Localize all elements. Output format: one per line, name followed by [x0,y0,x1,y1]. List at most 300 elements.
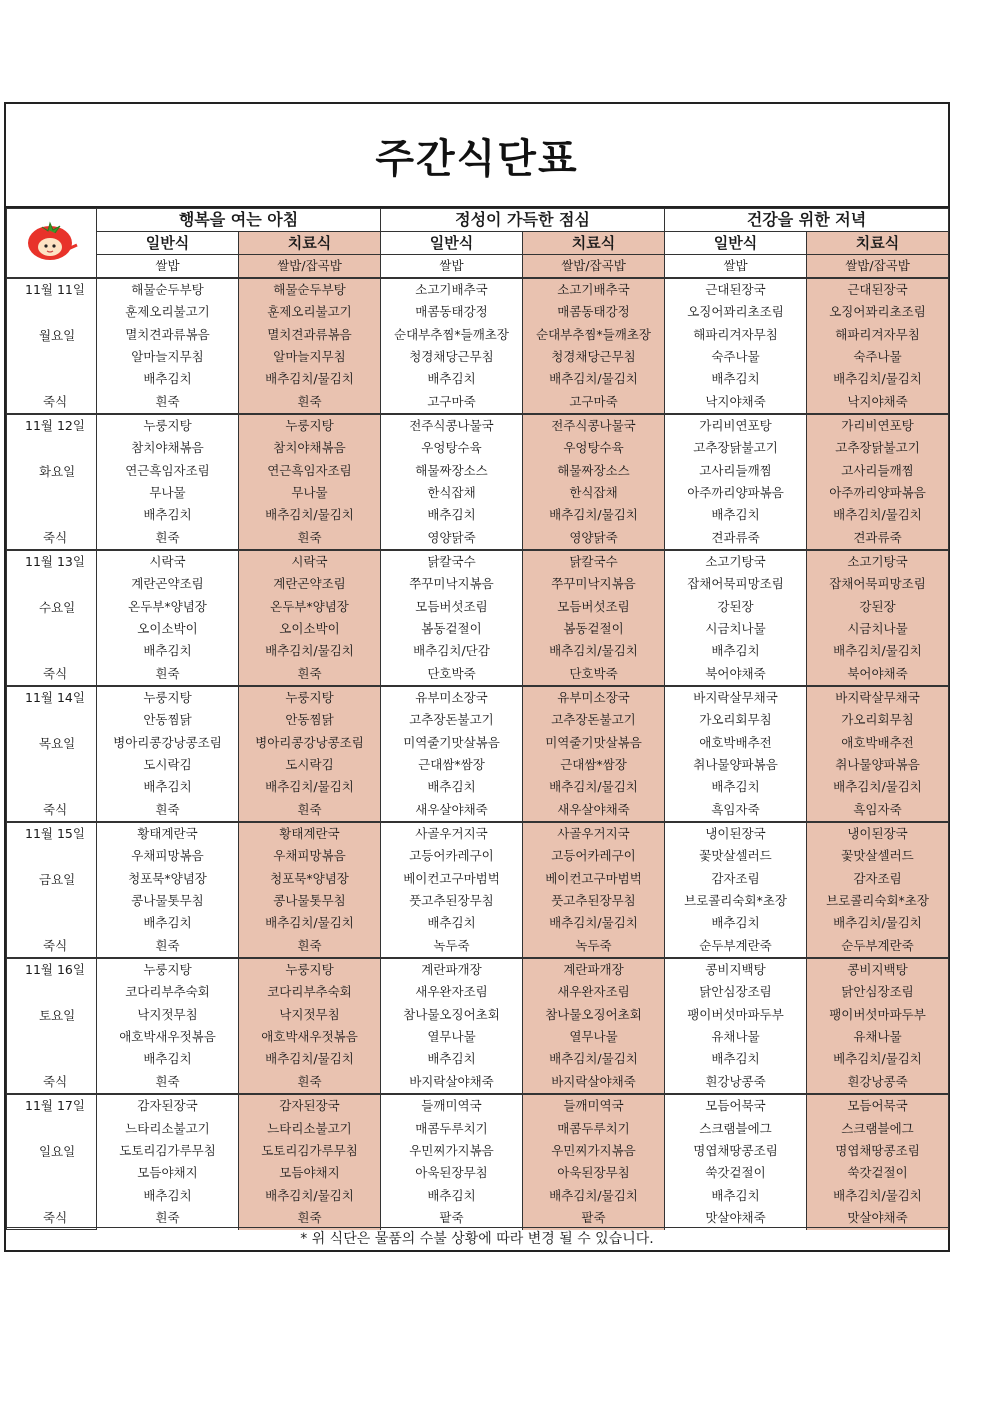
menu-item: 순대부추찜*들깨초장 [523,324,665,346]
menu-item: 청포묵*양념장 [239,868,381,890]
menu-item: 해물순두부탕 [97,278,239,301]
menu-item: 가오리회무침 [665,709,807,731]
menu-item: 고등어카레구이 [381,845,523,867]
menu-item: 열무나물 [381,1026,523,1048]
menu-item: 배추김치/물김치 [239,1185,381,1207]
menu-item: 흰죽 [239,527,381,550]
table-row [7,754,949,776]
menu-item: 브로콜리숙회*초장 [665,890,807,912]
title-box [6,104,948,208]
menu-item: 오징어꽈리초조림 [665,301,807,323]
menu-item: 애호박배추전 [807,732,949,754]
breakfast-general-header: 일반식 [97,232,239,255]
menu-item: 강된장 [807,596,949,618]
menu-item: 멸치견과류볶음 [239,324,381,346]
menu-item: 콩비지백탕 [665,958,807,981]
menu-item: 유부미소장국 [523,686,665,709]
menu-item: 모듬야채지 [97,1162,239,1184]
menu-item: 쑥갓겉절이 [807,1162,949,1184]
menu-item: 느타리소불고기 [239,1117,381,1139]
menu-item: 맛살야채죽 [665,1207,807,1229]
menu-item: 들깨미역국 [523,1094,665,1117]
menu-item: 순두부계란죽 [665,935,807,958]
dinner-general-header: 일반식 [665,232,807,255]
menu-item: 가오리회무침 [807,709,949,731]
menu-item: 도토리김가루무침 [97,1140,239,1162]
menu-item: 우채피망볶음 [97,845,239,867]
dinner-therapy-rice: 쌀밥/잡곡밥 [807,255,949,279]
menu-item: 해파리겨자무침 [807,324,949,346]
menu-item: 취나물양파볶음 [807,754,949,776]
breakfast-general-rice: 쌀밥 [97,255,239,279]
menu-item: 봄동겉절이 [381,618,523,640]
menu-item: 바지락살야채죽 [523,1071,665,1094]
porridge-label: 죽식 [43,666,68,681]
menu-item: 모듬버섯조림 [381,596,523,618]
menu-item: 도시락김 [239,754,381,776]
table-row [7,1004,949,1026]
menu-item: 매콤동태강정 [523,301,665,323]
menu-item: 순두부계란죽 [807,935,949,958]
menu-item: 해물짜장소스 [381,460,523,482]
menu-item: 병아리콩강낭콩조림 [97,732,239,754]
menu-item: 우엉탕수육 [381,437,523,459]
menu-item: 미역줄기맛살볶음 [523,732,665,754]
menu-item: 배추김치 [381,1048,523,1070]
menu-item: 단호박죽 [523,663,665,686]
menu-item: 병아리콩강낭콩조림 [239,732,381,754]
table-row [7,460,949,482]
menu-item: 배추김치/물김치 [807,1185,949,1207]
menu-item: 안동찜닭 [97,709,239,731]
menu-item: 근대쌈*쌈장 [381,754,523,776]
day-cell-inner [7,415,96,549]
menu-item: 감자조림 [665,868,807,890]
menu-item: 도시락김 [97,754,239,776]
menu-item: 베추김치/물김치 [807,1048,949,1070]
menu-item: 배추김치/물김치 [807,640,949,662]
menu-item: 단호박죽 [381,663,523,686]
porridge-label: 죽식 [43,1074,68,1089]
menu-item: 코다리부추숙회 [97,981,239,1003]
menu-item: 누룽지탕 [97,414,239,437]
menu-item: 브로콜리숙회*초장 [807,890,949,912]
menu-item: 북어야채죽 [807,663,949,686]
table-row [7,368,949,390]
table-row [7,301,949,323]
menu-item: 견과류죽 [665,527,807,550]
menu-item: 북어야채죽 [665,663,807,686]
day-date: 11월 13일 [25,554,85,569]
menu-item: 숙주나물 [665,346,807,368]
table-row [7,482,949,504]
menu-item: 모듬어묵국 [665,1094,807,1117]
menu-item: 감자조림 [807,868,949,890]
lunch-general-header: 일반식 [381,232,523,255]
menu-item: 근대된장국 [807,278,949,301]
menu-item: 배추김치/물김치 [807,368,949,390]
day-date: 11월 12일 [25,418,85,433]
menu-item: 배추김치/단감 [381,640,523,662]
menu-item: 바지락살야채죽 [381,1071,523,1094]
day-date: 11월 11일 [25,282,85,297]
menu-item: 새우완자조림 [523,981,665,1003]
menu-item: 낙지젓무침 [97,1004,239,1026]
menu-item: 들깨미역국 [381,1094,523,1117]
menu-item: 흰죽 [97,1071,239,1094]
menu-item: 꽃맛살셀러드 [807,845,949,867]
menu-item: 배추김치/물김치 [239,776,381,798]
menu-item: 콩나물톳무침 [97,890,239,912]
menu-item: 닭칼국수 [381,550,523,573]
menu-item: 배추김치 [665,1048,807,1070]
menu-item: 쭈꾸미낙지볶음 [381,573,523,595]
menu-item: 배추김치/물김치 [807,776,949,798]
table-row [7,527,949,550]
menu-item: 계란파개장 [523,958,665,981]
menu-item: 배추김치/물김치 [523,640,665,662]
lunch-header: 정성이 가득한 점심 [381,209,665,232]
menu-item: 소고기탕국 [807,550,949,573]
table-row [7,391,949,414]
menu-item: 아주까리양파볶음 [807,482,949,504]
menu-item: 배추김치 [665,912,807,934]
menu-item: 배추김치 [381,504,523,526]
menu-item: 냉이된장국 [665,822,807,845]
menu-item: 배추김치 [97,504,239,526]
day-cell-inner [7,823,96,957]
menu-item: 누룽지탕 [239,686,381,709]
lunch-therapy-rice: 쌀밥/잡곡밥 [523,255,665,279]
menu-item: 우엉탕수육 [523,437,665,459]
menu-item: 연근흑임자조림 [97,460,239,482]
menu-item: 쭈꾸미낙지볶음 [523,573,665,595]
mascot-cell [7,209,97,279]
table-row [7,663,949,686]
table-row [7,1026,949,1048]
menu-item: 배추김치 [381,368,523,390]
menu-item: 배추김치/물김치 [523,912,665,934]
menu-item: 흰죽 [239,1207,381,1229]
day-cell-inner [7,551,96,685]
menu-item: 유채나물 [807,1026,949,1048]
menu-item: 베이컨고구마범벅 [381,868,523,890]
footnote: * 위 식단은 물품의 수불 상황에 따라 변경 될 수 있습니다. [6,1227,948,1250]
porridge-label: 죽식 [43,802,68,817]
menu-item: 도토리김가루무침 [239,1140,381,1162]
menu-item: 알마늘지무침 [239,346,381,368]
menu-item: 영양닭죽 [381,527,523,550]
table-row [7,437,949,459]
menu-item: 배추김치/물김치 [523,1185,665,1207]
menu-item: 배추김치 [97,640,239,662]
menu-item: 청경채당근무침 [523,346,665,368]
menu-item: 새우살야채죽 [381,799,523,822]
menu-item: 낙지야채죽 [665,391,807,414]
menu-item: 전주식콩나물국 [381,414,523,437]
table-row [7,822,949,845]
menu-item: 고등어카레구이 [523,845,665,867]
table-row [7,1048,949,1070]
menu-item: 맛살야채죽 [807,1207,949,1229]
menu-item: 사골우거지국 [523,822,665,845]
menu-item: 고추장돈불고기 [523,709,665,731]
menu-item: 콩비지백탕 [807,958,949,981]
day-weekday: 수요일 [39,600,76,615]
menu-item: 전주식콩나물국 [523,414,665,437]
menu-item: 닭안심장조림 [665,981,807,1003]
menu-item: 흰강낭콩죽 [665,1071,807,1094]
menu-item: 고추장닭불고기 [807,437,949,459]
day-cell [7,1094,97,1230]
table-row [7,868,949,890]
day-date: 11월 14일 [25,690,85,705]
menu-item: 흰강낭콩죽 [807,1071,949,1094]
menu-item: 닭안심장조림 [807,981,949,1003]
menu-item: 코다리부추숙회 [239,981,381,1003]
menu-item: 고추장돈불고기 [381,709,523,731]
menu-item: 유부미소장국 [381,686,523,709]
table-row [7,324,949,346]
menu-item: 베이컨고구마범벅 [523,868,665,890]
menu-item: 청경채당근무침 [381,346,523,368]
menu-item: 시락국 [239,550,381,573]
table-row [7,618,949,640]
menu-item: 무나물 [97,482,239,504]
menu-item: 콩나물톳무침 [239,890,381,912]
table-row [7,573,949,595]
menu-item: 냉이된장국 [807,822,949,845]
table-row [7,958,949,981]
menu-item: 배추김치/물김치 [239,912,381,934]
menu-item: 우민찌가지볶음 [523,1140,665,1162]
menu-item: 배추김치/물김치 [523,1048,665,1070]
menu-item: 오이소박이 [97,618,239,640]
dinner-header: 건강을 위한 저녁 [665,209,949,232]
day-weekday: 화요일 [39,464,76,479]
table-row [7,278,949,301]
menu-item: 팽이버섯마파두부 [665,1004,807,1026]
menu-item: 배추김치 [665,640,807,662]
menu-item: 닭칼국수 [523,550,665,573]
menu-item: 누룽지탕 [239,958,381,981]
menu-item: 풋고추된장무침 [381,890,523,912]
menu-item: 황태계란국 [97,822,239,845]
menu-item: 사골우거지국 [381,822,523,845]
menu-item: 흰죽 [97,935,239,958]
menu-item: 해물순두부탕 [239,278,381,301]
menu-item: 가리비연포탕 [665,414,807,437]
table-row [7,890,949,912]
menu-item: 배추김치 [665,504,807,526]
menu-sheet [4,102,950,1252]
table-row [7,935,949,958]
menu-item: 흰죽 [97,391,239,414]
table-row [7,414,949,437]
day-cell-inner [7,687,96,821]
menu-item: 가리비연포탕 [807,414,949,437]
menu-item: 새우살야채죽 [523,799,665,822]
porridge-label: 죽식 [43,394,68,409]
table-row [7,346,949,368]
menu-item: 황태계란국 [239,822,381,845]
menu-item: 알마늘지무침 [97,346,239,368]
menu-item: 배추김치/물김치 [807,912,949,934]
menu-item: 애호박새우젓볶음 [239,1026,381,1048]
menu-item: 바지락살무채국 [665,686,807,709]
menu-item: 흰죽 [97,527,239,550]
menu-item: 참나물오징어초회 [381,1004,523,1026]
table-row [7,1185,949,1207]
menu-item: 느타리소불고기 [97,1117,239,1139]
porridge-label: 죽식 [43,1210,68,1225]
menu-item: 시락국 [97,550,239,573]
menu-item: 매콤두루치기 [381,1117,523,1139]
menu-item: 소고기배추국 [523,278,665,301]
table-row [7,709,949,731]
menu-item: 배추김치 [381,1185,523,1207]
breakfast-header: 행복을 여는 아침 [97,209,381,232]
menu-item: 배추김치/물김치 [523,368,665,390]
menu-item: 고구마죽 [381,391,523,414]
menu-item: 계란곤약조림 [97,573,239,595]
porridge-label: 죽식 [43,938,68,953]
menu-item: 고추장닭불고기 [665,437,807,459]
day-cell-inner [7,959,96,1093]
tomato-mascot-icon [22,215,82,265]
menu-item: 잡채어묵피망조림 [665,573,807,595]
menu-item: 흰죽 [239,663,381,686]
menu-item: 고사리들깨찜 [665,460,807,482]
menu-item: 누룽지탕 [239,414,381,437]
table-row [7,596,949,618]
menu-item: 흰죽 [239,799,381,822]
day-weekday: 금요일 [39,872,76,887]
menu-item: 훈제오리불고기 [97,301,239,323]
day-weekday: 토요일 [39,1008,76,1023]
day-weekday: 월요일 [39,328,76,343]
menu-item: 한식잡채 [381,482,523,504]
day-cell-inner [7,279,96,413]
menu-item: 새우완자조림 [381,981,523,1003]
menu-item: 무나물 [239,482,381,504]
table-row [7,981,949,1003]
menu-item: 오징어꽈리초조림 [807,301,949,323]
menu-item: 배추김치/물김치 [523,504,665,526]
menu-item: 매콤동태강정 [381,301,523,323]
menu-item: 애호박배추전 [665,732,807,754]
menu-item: 누룽지탕 [97,958,239,981]
menu-item: 모듬야채지 [239,1162,381,1184]
menu-item: 흑임자죽 [807,799,949,822]
lunch-therapy-header: 치료식 [523,232,665,255]
table-row [7,1162,949,1184]
table-row [7,1117,949,1139]
menu-item: 우채피망볶음 [239,845,381,867]
breakfast-therapy-rice: 쌀밥/잡곡밥 [239,255,381,279]
menu-item: 우민찌가지볶음 [381,1140,523,1162]
day-weekday: 일요일 [39,1144,76,1159]
menu-item: 소고기배추국 [381,278,523,301]
menu-item: 배추김치/물김치 [807,504,949,526]
table-row [7,640,949,662]
dinner-general-rice: 쌀밥 [665,255,807,279]
menu-item: 녹두죽 [381,935,523,958]
menu-item: 봄동겉절이 [523,618,665,640]
day-cell [7,822,97,958]
menu-item: 숙주나물 [807,346,949,368]
menu-item: 꽃맛살셀러드 [665,845,807,867]
menu-item: 쑥갓겉절이 [665,1162,807,1184]
menu-item: 녹두죽 [523,935,665,958]
menu-item: 낙지젓무침 [239,1004,381,1026]
menu-item: 배추김치/물김치 [239,1048,381,1070]
day-weekday: 목요일 [39,736,76,751]
table-row [7,776,949,798]
menu-item: 훈제오리불고기 [239,301,381,323]
menu-item: 명엽채땅콩조림 [665,1140,807,1162]
menu-item: 배추김치 [97,912,239,934]
menu-item: 오이소박이 [239,618,381,640]
menu-item: 계란곤약조림 [239,573,381,595]
menu-item: 바지락살무채국 [807,686,949,709]
menu-item: 배추김치 [665,368,807,390]
menu-item: 배추김치 [381,776,523,798]
menu-item: 시금치나물 [807,618,949,640]
table-row [7,1140,949,1162]
day-date: 11월 16일 [25,962,85,977]
breakfast-therapy-header: 치료식 [239,232,381,255]
menu-item: 흰죽 [239,391,381,414]
table-row [7,912,949,934]
menu-item: 감자된장국 [97,1094,239,1117]
menu-item: 흰죽 [239,1071,381,1094]
menu-item: 안동찜닭 [239,709,381,731]
menu-item: 근대쌈*쌈장 [523,754,665,776]
table-row [7,504,949,526]
menu-item: 소고기탕국 [665,550,807,573]
menu-item: 순대부추찜*들깨초장 [381,324,523,346]
menu-item: 매콤두루치기 [523,1117,665,1139]
table-row [7,550,949,573]
menu-item: 잡채어묵피망조림 [807,573,949,595]
table-row [7,845,949,867]
menu-item: 배추김치 [665,776,807,798]
menu-item: 열무나물 [523,1026,665,1048]
menu-item: 누룽지탕 [97,686,239,709]
menu-item: 팥죽 [523,1207,665,1229]
day-cell [7,550,97,686]
menu-item: 팥죽 [381,1207,523,1229]
menu-item: 근대된장국 [665,278,807,301]
menu-item: 배추김치 [381,912,523,934]
porridge-label: 죽식 [43,530,68,545]
menu-item: 고구마죽 [523,391,665,414]
menu-item: 흰죽 [97,663,239,686]
menu-item: 스크램블에그 [807,1117,949,1139]
table-row [7,1071,949,1094]
menu-item: 배추김치 [97,776,239,798]
day-date: 11월 17일 [25,1098,85,1113]
menu-item: 계란파개장 [381,958,523,981]
menu-item: 모듬버섯조림 [523,596,665,618]
menu-item: 배추김치/물김치 [523,776,665,798]
menu-item: 배추김치 [97,368,239,390]
lunch-general-rice: 쌀밥 [381,255,523,279]
menu-item: 온두부*양념장 [239,596,381,618]
menu-item: 낙지야채죽 [807,391,949,414]
menu-item: 흰죽 [97,1207,239,1229]
